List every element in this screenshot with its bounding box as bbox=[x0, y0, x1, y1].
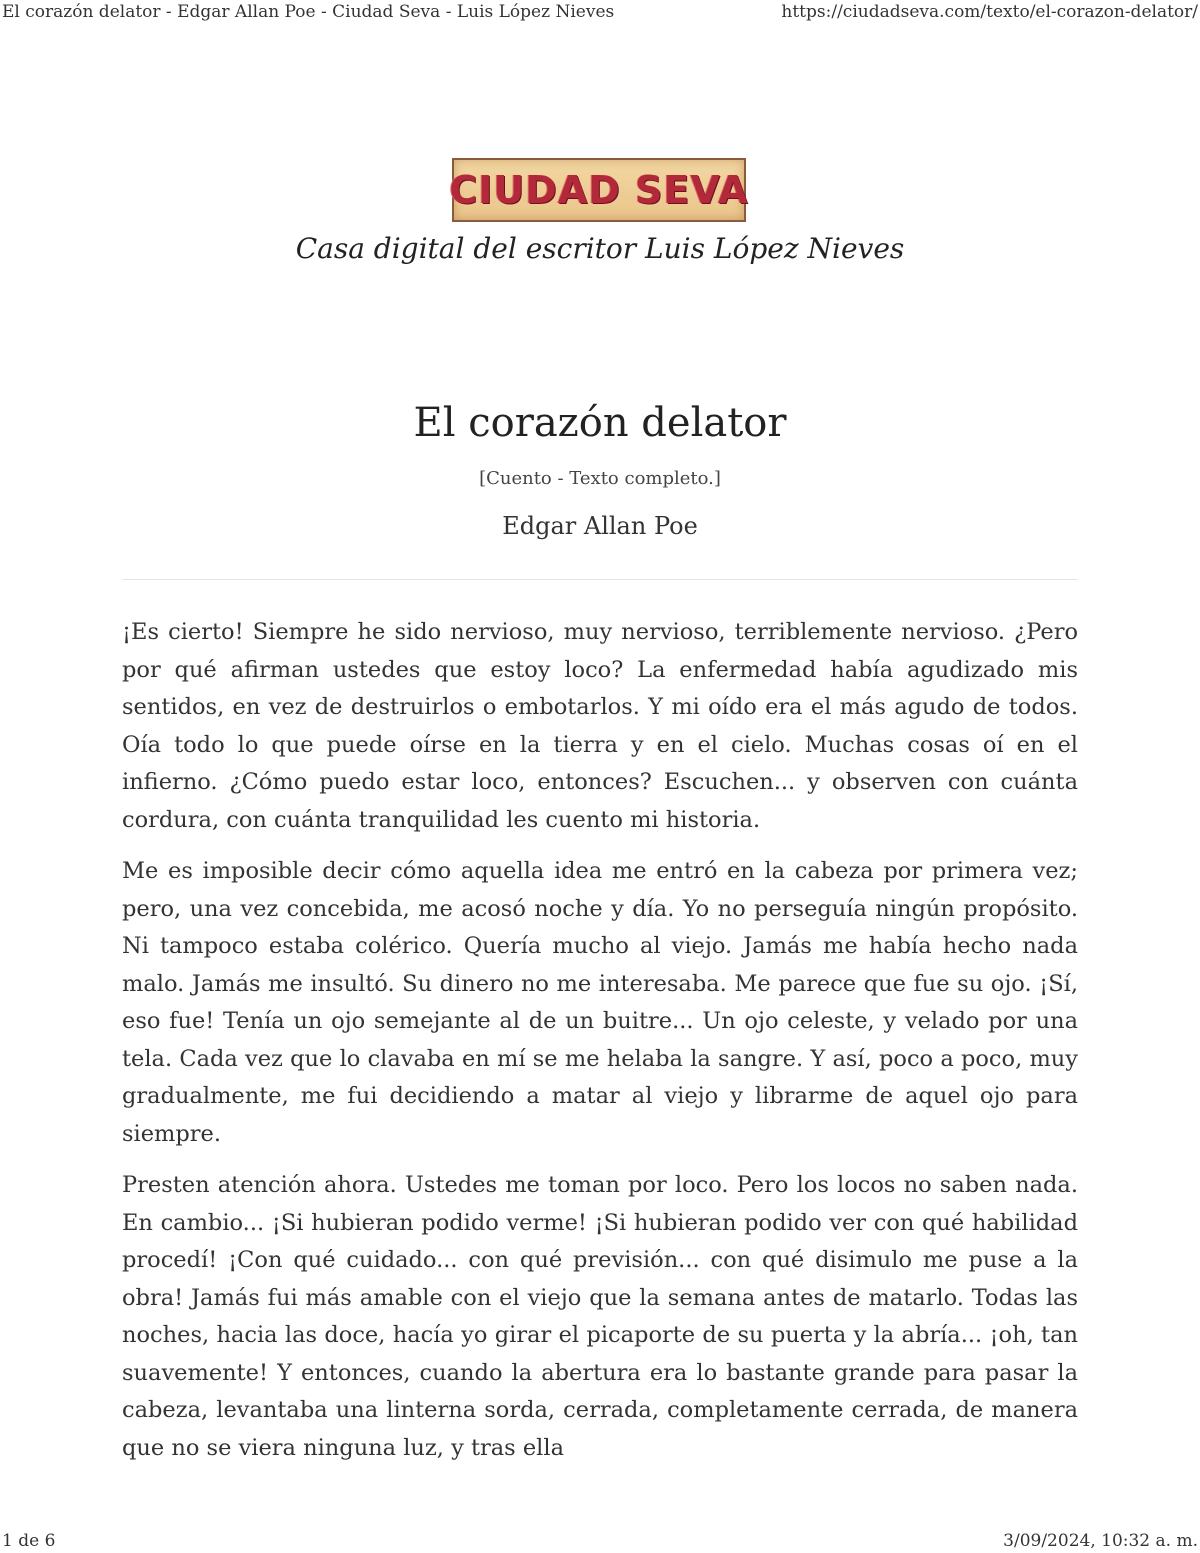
story-paragraph: ¡Es cierto! Siempre he sido nervioso, muy nervioso, terriblemente nervioso. ¿Pero por qué afirman ustedes que estoy loco? La enfermedad había agudizado mis sentidos, en vez de destruirlos o embotarlos. Y mi oído era el más agudo de todos. Oía todo lo que puede oírse en la tierra y en el cielo. Muchas cosas oí en el infierno. ¿Cómo puedo estar loco, entonces? Escuchen... y observen con cuánta cordura, con cuánta tranquilidad les cuento mi historia. bbox=[122, 619, 1078, 833]
print-url: https://ciudadseva.com/texto/el-corazon-delator/ bbox=[781, 2, 1198, 22]
print-header bbox=[0, 2, 1200, 26]
divider bbox=[122, 579, 1078, 580]
page-indicator: 1 de 6 bbox=[2, 1531, 56, 1551]
story-text bbox=[122, 614, 1078, 1472]
story-paragraph: Presten atención ahora. Ustedes me toman por loco. Pero los locos no saben nada. En cambio... ¡Si hubieran podido verme! ¡Si hubieran podido ver con qué habilidad procedí! ¡Con qué cuidado... con qué previsión... con qué disimulo me puse a la obra! Jamás fui más amable con el viejo que la semana antes de matarlo. Todas las noches, hacia las doce, hacía yo girar el picaporte de su puerta y la abría... ¡oh, tan suavemente! Y entonces, cuando la abertura era lo bastante grande para pasar la cabeza, levantaba una linterna sorda, cerrada, completamente cerrada, de manera que no se viera ninguna luz, y tras ella bbox=[122, 1172, 1078, 1461]
site-logo[interactable] bbox=[449, 158, 749, 222]
print-timestamp: 3/09/2024, 10:32 a. m. bbox=[1003, 1531, 1198, 1551]
print-page-title: El corazón delator - Edgar Allan Poe - Ciudad Seva - Luis López Nieves bbox=[2, 2, 615, 22]
article-author: Edgar Allan Poe bbox=[502, 512, 698, 540]
page-title: El corazón delator bbox=[413, 400, 787, 446]
story-paragraph: Me es imposible decir cómo aquella idea me entró en la cabeza por primera vez; pero, una vez concebida, me acosó noche y día. Yo no perseguía ningún propósito. Ni tampoco estaba colérico. Quería mucho al viejo. Jamás me había hecho nada malo. Jamás me insultó. Su dinero no me interesaba. Me parece que fue su ojo. ¡Sí, eso fue! Tenía un ojo semejante al de un buitre... Un ojo celeste, y velado por una tela. Cada vez que lo clavaba en mí se me helaba la sangre. Y así, poco a poco, muy gradualmente, me fui decidiendo a matar al viejo y librarme de aquel ojo para siempre. bbox=[122, 858, 1078, 1147]
logo-text: CIUDAD SEVA bbox=[449, 168, 749, 212]
logo-plate bbox=[449, 158, 749, 222]
site-tagline: Casa digital del escritor Luis López Nieves bbox=[295, 232, 905, 265]
print-footer bbox=[0, 1527, 1200, 1551]
article-subtitle: [Cuento - Texto completo.] bbox=[479, 468, 721, 489]
